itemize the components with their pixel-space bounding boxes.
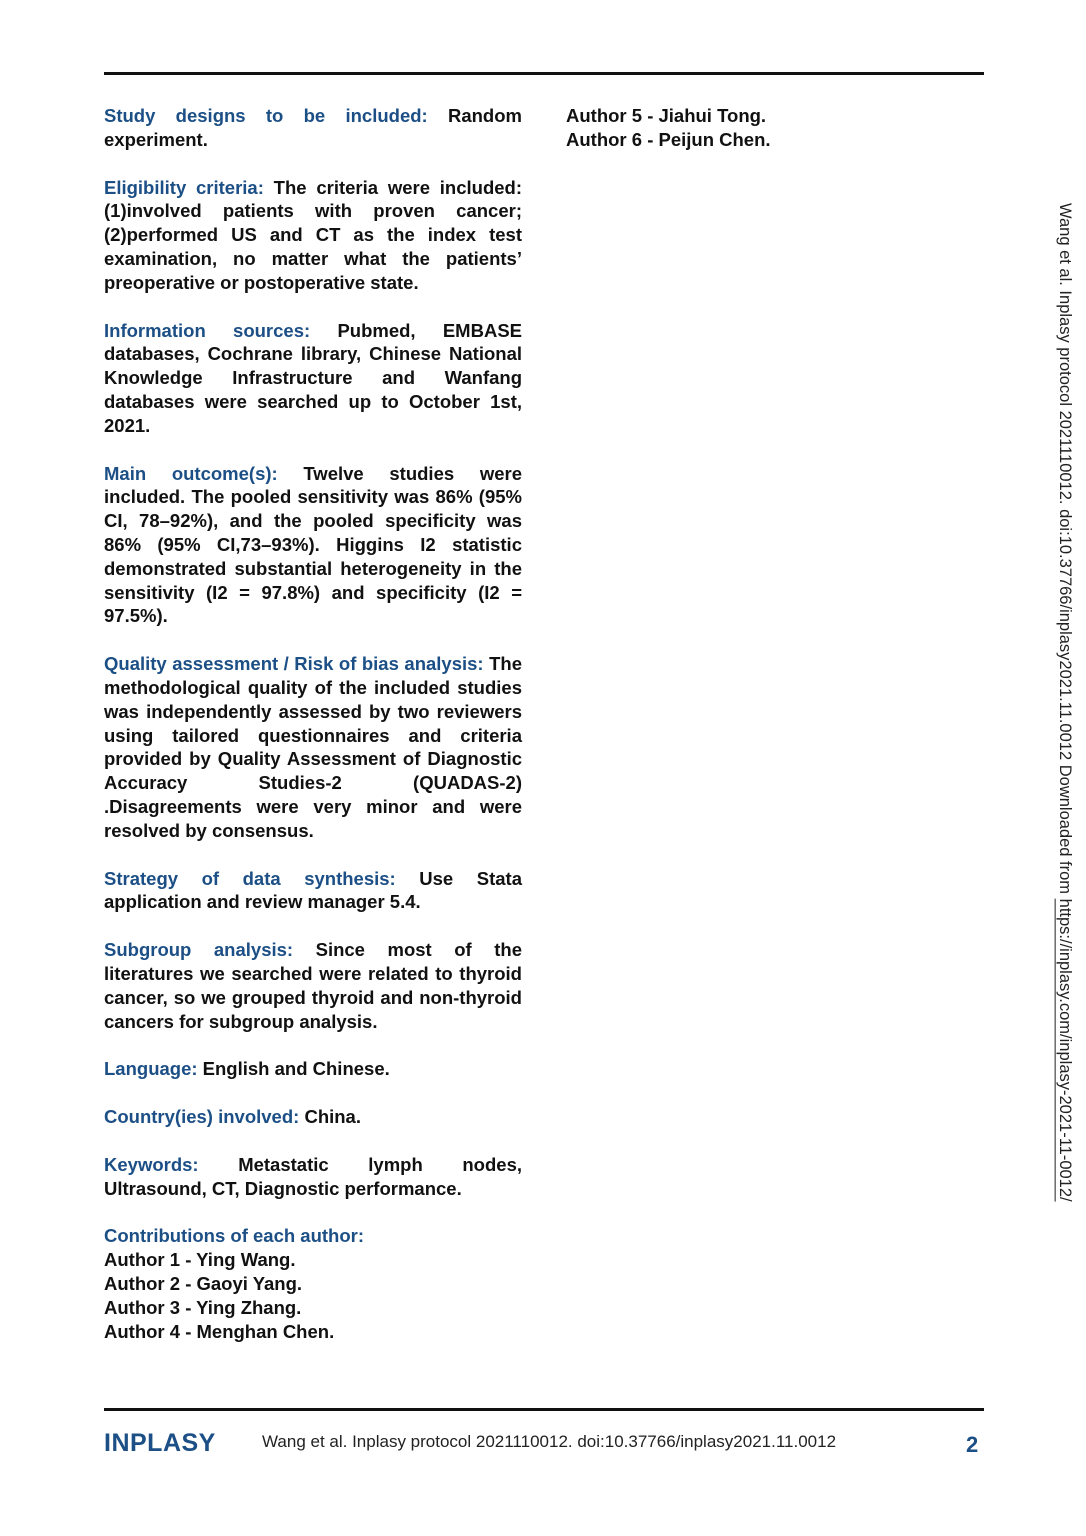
author-line: Author 5 - Jiahui Tong. bbox=[566, 105, 767, 126]
section-label: Main outcome(s): bbox=[104, 462, 278, 484]
author-line: Author 6 - Peijun Chen. bbox=[566, 128, 771, 150]
footer-citation: Wang et al. Inplasy protocol 2021110012. doi:10.37766/inplasy2021.11.0012 bbox=[262, 1432, 837, 1451]
section-label: Keywords: bbox=[104, 1153, 199, 1175]
download-link[interactable]: https://inplasy.com/inplasy-2021-11-0012/ bbox=[1056, 898, 1074, 1202]
footer-brand: INPLASY bbox=[104, 1429, 216, 1457]
section-data-synthesis bbox=[104, 867, 522, 915]
section-label: Information sources: bbox=[104, 319, 311, 341]
section-keywords bbox=[104, 1153, 522, 1201]
author-line: Author 1 - Ying Wang. bbox=[104, 1249, 296, 1271]
section-main-outcomes bbox=[104, 462, 522, 629]
author-line: Author 4 - Menghan Chen. bbox=[104, 1320, 335, 1342]
section-subgroup-analysis bbox=[104, 938, 522, 1033]
section-contributions bbox=[104, 1224, 522, 1343]
section-label: Language: bbox=[104, 1058, 198, 1080]
section-quality-assessment bbox=[104, 652, 522, 842]
section-text: Metastatic lymph nodes, Ultrasound, CT, Diagnostic performance. bbox=[104, 1153, 522, 1199]
contributions-label: Contributions of each author: bbox=[104, 1225, 365, 1247]
section-text: China. bbox=[299, 1106, 361, 1128]
section-eligibility-criteria bbox=[104, 176, 522, 295]
section-text: Since most of the literatures we searched were related to thyroid cancer, so we grouped thyroid and non-thyroid cancers for subgroup analysis. bbox=[104, 939, 523, 1032]
side-citation-text: Wang et al. Inplasy protocol 2021110012. doi:10.37766/inplasy2021.11.0012 Downloaded from bbox=[1056, 203, 1074, 899]
side-citation-note bbox=[1055, 203, 1075, 1202]
section-label: Country(ies) involved: bbox=[104, 1106, 300, 1128]
section-label: Study designs to be included: bbox=[104, 105, 428, 126]
section-text: Random experiment. bbox=[104, 105, 522, 150]
section-language bbox=[104, 1057, 522, 1081]
section-information-sources bbox=[104, 319, 522, 438]
page-number: 2 bbox=[966, 1432, 979, 1457]
section-label: Subgroup analysis: bbox=[104, 939, 294, 961]
left-column bbox=[104, 104, 522, 1367]
section-text: Pubmed, EMBASE databases, Cochrane library, Chinese National Knowledge Infrastructure and Wanfang databases were searched up to October 1st, 2021. bbox=[104, 319, 522, 436]
section-countries bbox=[104, 1105, 522, 1129]
author-line: Author 3 - Ying Zhang. bbox=[104, 1296, 302, 1318]
right-column bbox=[566, 104, 984, 152]
section-text: The criteria were included: (1)involved patients with proven cancer; (2)performed US and CT as the index test examination, no matter what the patients’ preoperative or postoperative state. bbox=[104, 176, 522, 293]
footer-rule bbox=[104, 1408, 984, 1411]
section-label: Strategy of data synthesis: bbox=[104, 867, 396, 889]
section-label: Eligibility criteria: bbox=[104, 176, 264, 198]
section-text: The methodological quality of the included studies was independently assessed by two reviewers using tailored questionnaires and criteria provided by Quality Assessment of Diagnostic Accuracy Studies-2 (QUADAS-2) .Disagreements were very minor and were resolved by consensus. bbox=[104, 653, 522, 841]
section-text: Twelve studies were included. The pooled sensitivity was 86% (95% CI, 78–92%), and the pooled specificity was 86% (95% CI,73–93%). Higgins I2 statistic demonstrated substantial heterogeneity in the sensitivity (I2 = 97.8%) and specificity (I2 = 97.5%). bbox=[104, 462, 522, 627]
section-label: Quality assessment / Risk of bias analysis: bbox=[104, 653, 484, 675]
author-line: Author 2 - Gaoyi Yang. bbox=[104, 1273, 303, 1295]
section-text: Use Stata application and review manager 5.4. bbox=[104, 867, 522, 913]
header-rule bbox=[104, 72, 984, 75]
section-study-designs bbox=[104, 104, 522, 152]
section-text: English and Chinese. bbox=[197, 1058, 390, 1080]
